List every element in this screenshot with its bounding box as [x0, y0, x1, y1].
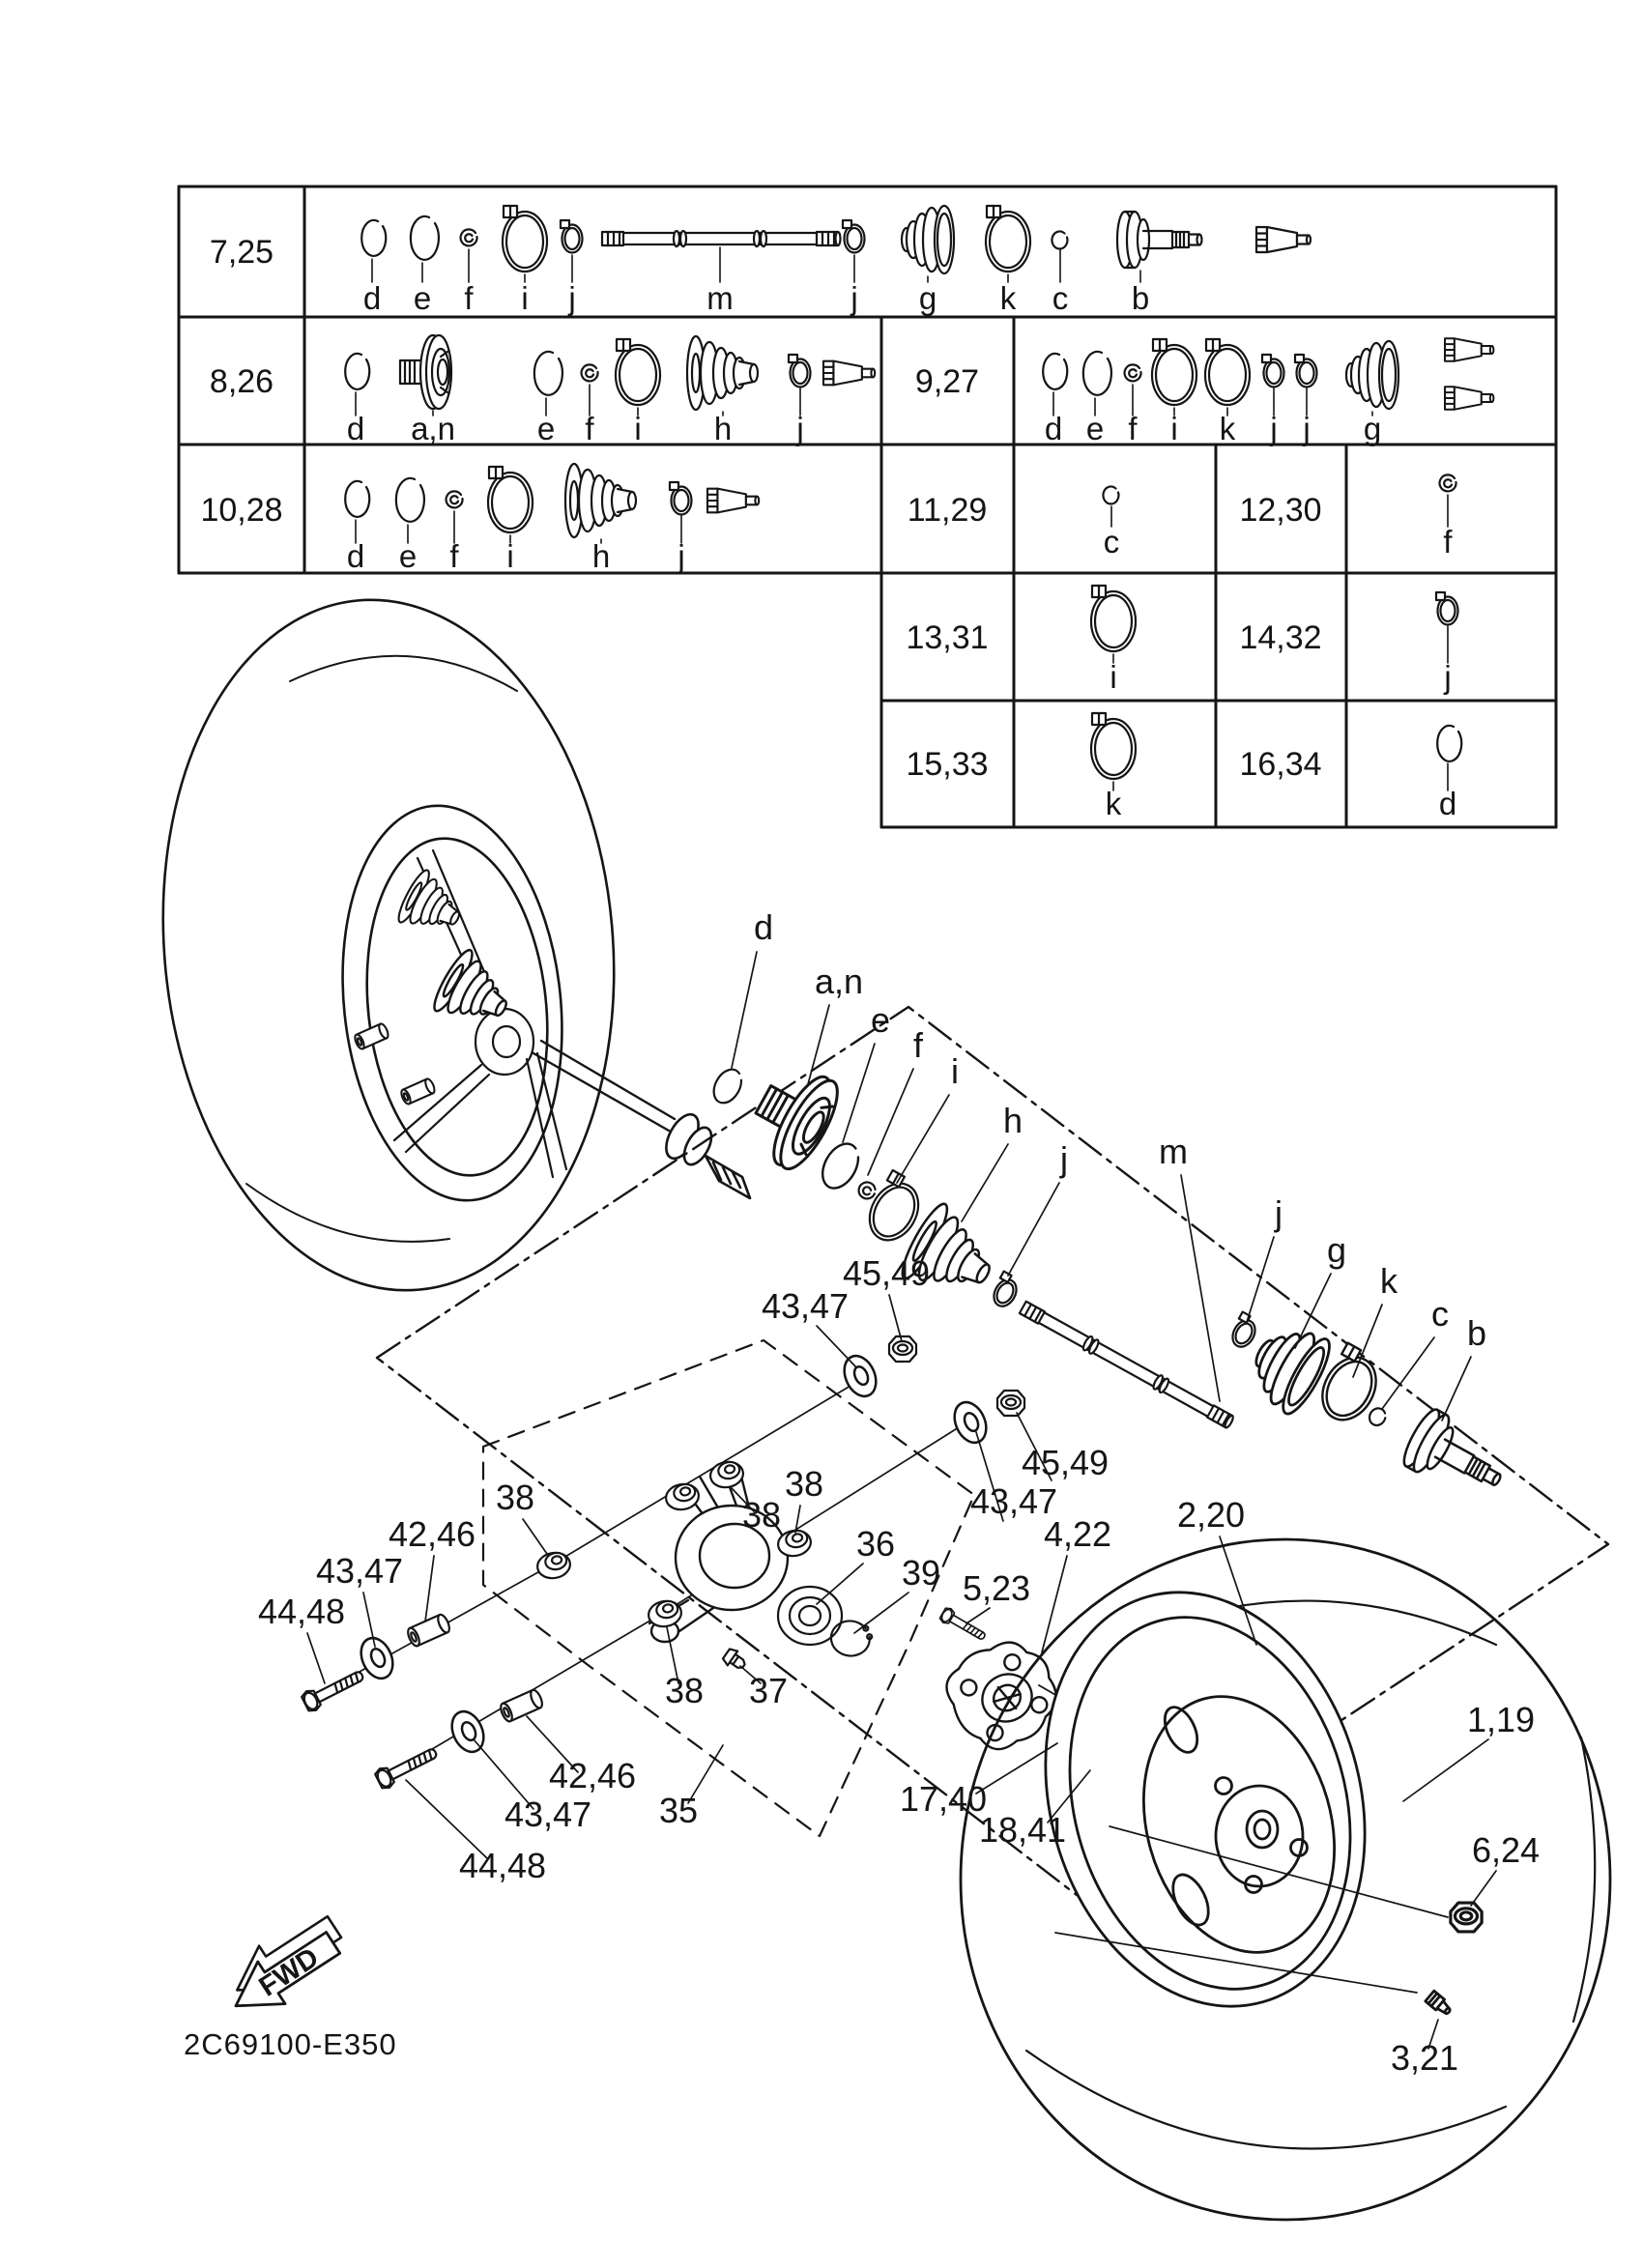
- part-letter: g: [1363, 411, 1382, 446]
- clip-icon: [1125, 364, 1141, 381]
- bolt-44-48: [374, 1742, 441, 1791]
- cv-boot-icon: [394, 867, 472, 945]
- callout: 44,48: [458, 1846, 547, 1885]
- wheel-hub-icon: [400, 335, 451, 409]
- wheel-nut-6-24: [1451, 1903, 1482, 1932]
- row-ref: 8,26: [209, 363, 274, 400]
- callout: 2,20: [1176, 1495, 1246, 1535]
- band-clamp-j2: [1226, 1312, 1261, 1351]
- row-ref: 15,33: [906, 746, 989, 783]
- part-letter: j: [1270, 411, 1278, 446]
- axle-letter: a,n: [814, 962, 864, 1001]
- part-letter: d: [362, 280, 382, 316]
- callout: 1,19: [1466, 1700, 1536, 1739]
- clip-f: [856, 1179, 879, 1201]
- callout: 37: [748, 1671, 789, 1710]
- valve-3-21: [1426, 1991, 1454, 2017]
- part-letter: c: [1052, 280, 1069, 316]
- boot-icon: [902, 206, 954, 273]
- clip-icon: [447, 491, 463, 507]
- circlip-icon: [1103, 486, 1118, 503]
- table-grid: [179, 187, 1556, 827]
- axle-letter: c: [1431, 1294, 1449, 1334]
- snap-ring-icon: [1043, 354, 1067, 389]
- part-letter: i: [1110, 659, 1117, 695]
- boot-icon: [565, 464, 636, 537]
- band-clamp-icon: [670, 482, 692, 515]
- row-8-26-parts: [345, 335, 875, 446]
- washer-43-47: [838, 1351, 881, 1401]
- band-clamp-icon: [1091, 713, 1136, 779]
- part-letter: f: [585, 411, 594, 446]
- wheel-hub-an: [739, 1056, 848, 1176]
- part-letter: i: [506, 538, 514, 574]
- callout: 35: [658, 1791, 699, 1830]
- bolt-5-23: [938, 1606, 988, 1644]
- callout: 43,47: [969, 1481, 1058, 1521]
- row-ref: 9,27: [914, 363, 980, 400]
- part-letter: m: [706, 280, 734, 316]
- grease-tube-icon: [1445, 338, 1493, 360]
- part-letter: e: [398, 538, 418, 574]
- band-clamp-icon: [1295, 355, 1317, 388]
- part-letter: j: [1303, 411, 1311, 446]
- band-clamp-icon: [843, 220, 865, 253]
- part-letter: e: [536, 411, 556, 446]
- row-ref: 11,29: [907, 492, 988, 529]
- row-7-25-parts: [361, 206, 1311, 316]
- band-clamp-icon: [503, 206, 547, 272]
- part-letter: f: [1443, 524, 1453, 560]
- snap-ring-e: [816, 1137, 866, 1194]
- snap-ring-d: [708, 1065, 747, 1107]
- part-letter: k: [1105, 786, 1122, 821]
- fwd-arrow: [216, 1906, 355, 2026]
- callout: 38: [741, 1495, 782, 1535]
- drawing-number: 2C69100-E350: [184, 2027, 397, 2061]
- row-9-27-parts: [1043, 338, 1493, 446]
- callout: 5,23: [962, 1568, 1031, 1608]
- snap-ring-icon: [1083, 352, 1111, 395]
- front-wheel: [135, 581, 750, 1309]
- row-ref: 10,28: [200, 492, 283, 529]
- callout: 42,46: [548, 1756, 637, 1795]
- band-clamp-icon: [1152, 339, 1196, 405]
- part-letter: j: [677, 538, 685, 574]
- part-letter: e: [1085, 411, 1105, 446]
- axle-letter: i: [951, 1051, 959, 1091]
- washer-43-47: [948, 1397, 992, 1448]
- part-letter: h: [713, 411, 733, 446]
- part-letter: d: [1044, 411, 1063, 446]
- axle-letter: f: [912, 1025, 924, 1065]
- grease-tube-icon: [1445, 387, 1493, 409]
- part-letter: b: [1131, 280, 1150, 316]
- snap-ring-icon: [345, 354, 369, 389]
- callout: 36: [855, 1524, 896, 1564]
- snap-ring-icon: [345, 481, 369, 517]
- part-letter: j: [568, 280, 576, 316]
- callout: 38: [495, 1478, 535, 1517]
- bushing-38: [664, 1481, 701, 1512]
- part-letter: k: [1219, 411, 1236, 446]
- parts-table: [179, 187, 1556, 827]
- part-letter: i: [521, 280, 529, 316]
- callout: 43,47: [315, 1551, 404, 1591]
- part-letter: h: [591, 538, 611, 574]
- bushing-38: [535, 1550, 572, 1581]
- part-letter: g: [918, 280, 937, 316]
- callout: 18,41: [978, 1810, 1067, 1850]
- nut-45-49: [997, 1391, 1024, 1416]
- axle-assembly: [708, 907, 1514, 1509]
- callout: 6,24: [1471, 1830, 1541, 1870]
- grease-tube-icon: [1256, 227, 1311, 252]
- bolt-44-48: [301, 1665, 367, 1713]
- band-clamp-icon: [1091, 586, 1136, 651]
- small-cylinder-icon: [399, 1077, 436, 1105]
- snap-ring-icon: [534, 352, 562, 395]
- snap-ring-icon: [361, 220, 386, 256]
- callout: 44,48: [257, 1592, 346, 1631]
- grease-tube-icon: [707, 489, 759, 513]
- axle-letter: k: [1380, 1261, 1398, 1301]
- callout: 45,49: [1021, 1443, 1110, 1482]
- part-letter: j: [1444, 659, 1452, 695]
- callout: 3,21: [1390, 2038, 1459, 2078]
- axis-lines: [333, 1380, 966, 1765]
- callout: 39: [901, 1553, 941, 1593]
- row-10-28-parts: [345, 464, 759, 574]
- row-ref: 16,34: [1239, 746, 1322, 783]
- band-clamp-icon: [1262, 355, 1284, 388]
- clip-icon: [1440, 474, 1456, 491]
- part-letter: d: [1438, 786, 1457, 821]
- part-letter: j: [850, 280, 858, 316]
- band-clamp-icon: [986, 206, 1030, 272]
- row-ref: 13,31: [906, 619, 989, 656]
- band-clamp-icon: [488, 467, 533, 532]
- part-letter: j: [796, 411, 804, 446]
- clip-icon: [582, 364, 598, 381]
- axle-letter: j: [1275, 1193, 1283, 1233]
- grease-tube-icon: [823, 361, 875, 386]
- part-letter: c: [1103, 524, 1120, 560]
- callout: 38: [784, 1464, 824, 1504]
- row-ref: 12,30: [1239, 492, 1322, 529]
- band-clamp-j: [988, 1272, 1023, 1310]
- clip-icon: [461, 229, 477, 245]
- cv-joint-icon: [1117, 212, 1202, 268]
- wheel-rim-2-20: [998, 1554, 1412, 2044]
- snap-ring-icon: [1437, 726, 1461, 761]
- axle-letter: e: [870, 1000, 891, 1040]
- callout: 17,40: [899, 1779, 988, 1819]
- axle-letter: j: [1060, 1139, 1068, 1179]
- band-clamp-icon: [1436, 592, 1458, 625]
- drive-shaft-icon: [602, 231, 841, 246]
- part-letter: d: [346, 538, 365, 574]
- snap-ring-icon: [411, 216, 439, 260]
- axle-letter: b: [1466, 1313, 1487, 1353]
- cv-joint-b: [1398, 1405, 1514, 1508]
- part-letter: d: [346, 411, 365, 446]
- band-clamp-icon: [789, 355, 811, 388]
- bearing-36: [778, 1587, 842, 1645]
- small-cylinder-icon: [353, 1022, 389, 1050]
- collar-42-46: [406, 1613, 451, 1648]
- drive-shaft-m: [1019, 1301, 1234, 1429]
- band-clamp-icon: [616, 339, 660, 405]
- bushing-38: [708, 1459, 745, 1490]
- circlip-c: [1367, 1405, 1389, 1428]
- boot-icon: [687, 336, 758, 410]
- callout: 45,49: [842, 1253, 931, 1293]
- part-letter: e: [413, 280, 432, 316]
- band-clamp-icon: [561, 220, 583, 253]
- part-letter: k: [999, 280, 1017, 316]
- circlip-icon: [1052, 231, 1067, 248]
- boot-icon: [1346, 341, 1398, 409]
- snap-ring-icon: [396, 478, 424, 522]
- collar-42-46: [499, 1688, 544, 1723]
- callout: 38: [664, 1671, 705, 1710]
- callout: 43,47: [504, 1794, 592, 1834]
- callout: 43,47: [761, 1286, 850, 1326]
- row-ref: 14,32: [1239, 619, 1322, 656]
- nut-45-49: [889, 1336, 916, 1362]
- part-letter: a,n: [411, 411, 455, 446]
- callout: 42,46: [388, 1514, 476, 1554]
- part-letter: f: [449, 538, 459, 574]
- part-letter: f: [464, 280, 474, 316]
- band-clamp-icon: [1205, 339, 1250, 405]
- callout: 4,22: [1043, 1514, 1112, 1554]
- part-letter: f: [1128, 411, 1138, 446]
- axle-letter: d: [753, 907, 774, 947]
- row-ref: 7,25: [209, 234, 274, 271]
- fwd-label: FWD: [253, 1941, 325, 2003]
- part-letter: i: [634, 411, 642, 446]
- axle-letter: g: [1326, 1230, 1347, 1270]
- part-letter: i: [1170, 411, 1178, 446]
- axle-letter: h: [1002, 1101, 1023, 1140]
- axle-letter: m: [1159, 1132, 1188, 1171]
